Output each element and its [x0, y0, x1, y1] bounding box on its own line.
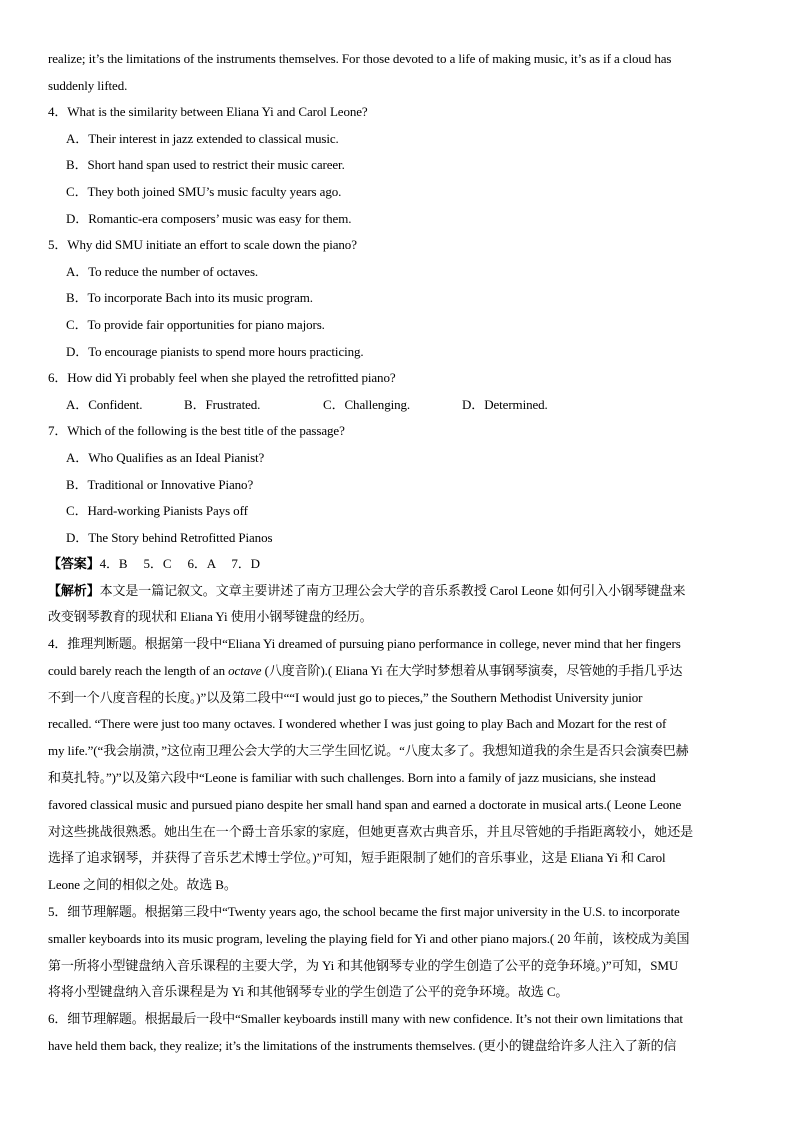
question-5-stem: 5．Why did SMU initiate an effort to scale down the piano? — [48, 237, 357, 253]
question-6-options — [48, 392, 748, 419]
question-4-option-b: B．Short hand span used to restrict their music career. — [66, 157, 345, 173]
explanation-4-line-2-part-2: (八度音阶).( Eliana Yi 在大学时梦想着从事钢琴演奏，尽管她的手指几乎达 — [261, 662, 683, 678]
question-7-option-a: A．Who Qualifies as an Ideal Pianist? — [66, 449, 265, 465]
question-7-option-c: C．Hard-working Pianists Pays off — [66, 503, 248, 519]
question-7-stem: 7．Which of the following is the best title of the passage? — [48, 423, 345, 439]
question-5-option-c: C．To provide fair opportunities for piano majors. — [66, 316, 325, 332]
explanation-4-line-9: 选择了追求钢琴，并获得了音乐艺术博士学位。)”可知，短手距限制了她们的音乐事业，这是 Eliana Yi 和 Carol — [48, 850, 666, 866]
question-6-option-a: A．Confident. — [66, 396, 143, 412]
question-4-option-d: D．Romantic-era composers’ music was easy for them. — [66, 210, 352, 226]
explanation-4-line-8: 对这些挑战很熟悉。她出生在一个爵士音乐家的家庭，但她更喜欢古典音乐，并且尽管她的手指距离较小，她还是 — [48, 823, 694, 839]
explanation-5-line-3: 第一所将小型键盘纳入音乐课程的主要大学，为 Yi 和其他钢琴专业的学生创造了公平的竞争环境。)”可知，SMU — [48, 957, 679, 973]
analysis-text-1: 本文是一篇记叙文。文章主要讲述了南方卫理公会大学的音乐系教授 Carol Leone 如何引入小钢琴键盘来 — [99, 582, 686, 598]
explanation-6-line-2: have held them back, they realize; it’s the limitations of the instruments themselves. (更小的键盘给许多人注入了新的信 — [48, 1038, 677, 1054]
explanation-4-line-7: favored classical music and pursued piano despite her small hand span and earned a doctorate in musical arts.( Leone Leone — [48, 796, 682, 812]
question-6-option-c: C．Challenging. — [323, 396, 411, 412]
question-4-stem: 4．What is the similarity between Eliana Yi and Carol Leone? — [48, 104, 368, 120]
document-page — [48, 46, 748, 1060]
answer-label: 【答案】 — [48, 556, 100, 572]
analysis-line-1 — [48, 578, 748, 605]
explanation-4-line-3: 不到一个八度音程的长度。)”以及第二段中““I would just go to pieces,” the Southern Methodist University junior — [48, 689, 643, 705]
question-4-option-c: C．They both joined SMU’s music faculty years ago. — [66, 183, 342, 199]
question-5-option-a: A．To reduce the number of octaves. — [66, 263, 259, 279]
explanation-5-line-2: smaller keyboards into its music program, leveling the playing field for Yi and other piano majors.( 20 年前，该校成为美国 — [48, 930, 690, 946]
octave-term: octave — [228, 662, 262, 678]
answer-text: 4．B 5．C 6．A 7．D — [99, 556, 260, 572]
analysis-label: 【解析】 — [48, 582, 100, 598]
explanation-4-line-2 — [48, 658, 748, 685]
answer-line — [48, 551, 748, 578]
explanation-4-line-4: recalled. “There were just too many octaves. I wondered whether I was just going to play Bach and Mozart for the rest of — [48, 716, 667, 732]
analysis-line-2: 改变钢琴教育的现状和 Eliana Yi 使用小钢琴键盘的经历。 — [48, 609, 373, 625]
explanation-4-line-6: 和莫扎特。”)”以及第六段中“Leone is familiar with such challenges. Born into a family of jazz musicians, she instead — [48, 770, 656, 786]
question-6-option-b: B．Frustrated. — [184, 396, 261, 412]
explanation-4-line-10: Leone 之间的相似之处。故选 B。 — [48, 877, 237, 893]
question-7-option-d: D．The Story behind Retrofitted Pianos — [66, 529, 273, 545]
intro-line-1: realize; it’s the limitations of the instruments themselves. For those devoted to a life of making music, it’s as if a cloud has — [48, 51, 672, 66]
intro-line-2: suddenly lifted. — [48, 77, 128, 93]
question-5-option-b: B．To incorporate Bach into its music program. — [66, 290, 313, 306]
explanation-5-line-1: 5．细节理解题。根据第三段中“Twenty years ago, the school became the first major university in the U.S. to incorporate — [48, 904, 680, 920]
question-7-option-b: B．Traditional or Innovative Piano? — [66, 476, 254, 492]
question-6-option-d: D．Determined. — [462, 396, 548, 412]
explanation-4-line-5: my life.”(“我会崩溃，”这位南卫理公会大学的大三学生回忆说。“八度太多了。我想知道我的余生是否只会演奏巴赫 — [48, 743, 689, 759]
question-4-option-a: A．Their interest in jazz extended to classical music. — [66, 130, 339, 146]
explanation-4-line-1: 4．推理判断题。根据第一段中“Eliana Yi dreamed of pursuing piano performance in college, never mind that her fingers — [48, 636, 681, 652]
question-6-stem: 6．How did Yi probably feel when she played the retrofitted piano? — [48, 370, 396, 386]
explanation-5-line-4: 将将小型键盘纳入音乐课程是为 Yi 和其他钢琴专业的学生创造了公平的竞争环境。故选 C。 — [48, 984, 569, 1000]
question-5-option-d: D．To encourage pianists to spend more hours practicing. — [66, 343, 364, 359]
explanation-6-line-1: 6．细节理解题。根据最后一段中“Smaller keyboards instill many with new confidence. It’s not their own limitations that — [48, 1011, 683, 1027]
explanation-4-line-2-part-1: could barely reach the length of an — [48, 662, 229, 678]
